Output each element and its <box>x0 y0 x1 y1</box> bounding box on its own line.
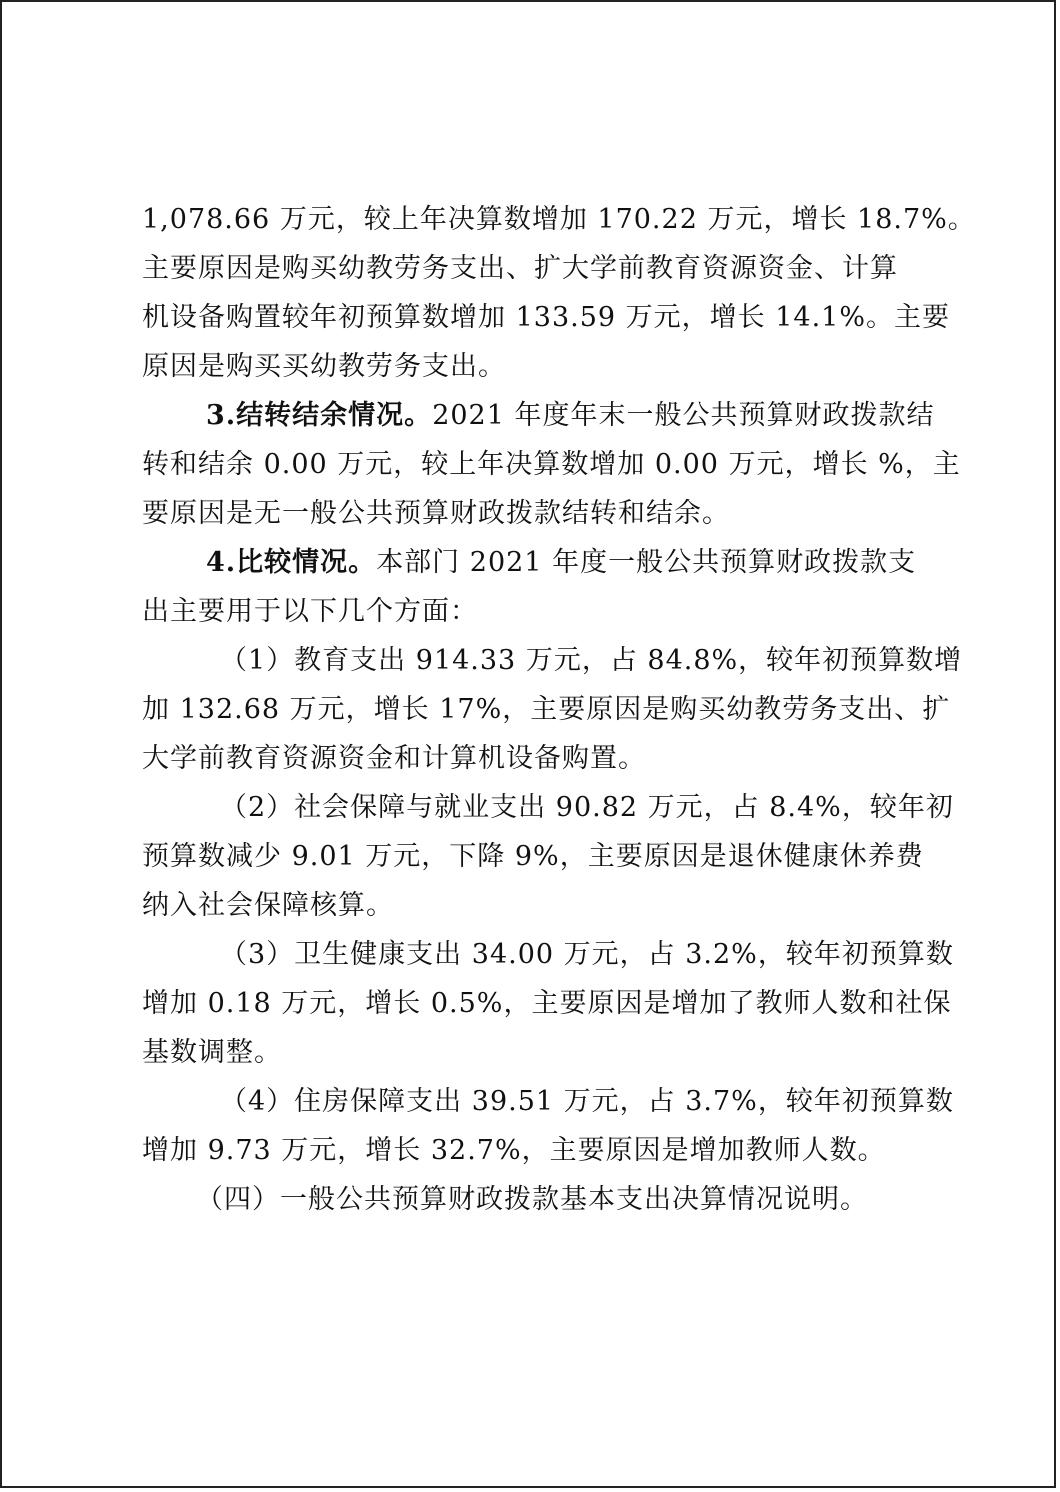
text-line: 增加 0.18 万元，增长 0.5%，主要原因是增加了教师人数和社保 <box>142 988 952 1019</box>
text-line: （1）教育支出 914.33 万元，占 84.8%，较年初预算数增 <box>220 645 963 676</box>
text-line: （3）卫生健康支出 34.00 万元，占 3.2%，较年初预算数 <box>220 939 954 970</box>
paragraph-basic-expenditure-heading <box>142 1175 932 1224</box>
paragraph-comparison <box>142 538 932 636</box>
text-line: 纳入社会保障核算。 <box>142 890 394 921</box>
text-line: 1,078.66 万元，较上年决算数增加 170.22 万元，增长 18.7%。 <box>142 204 976 235</box>
paragraph-carryover <box>142 391 961 538</box>
text-line: 增加 9.73 万元，增长 32.7%，主要原因是增加教师人数。 <box>142 1135 886 1166</box>
text-line: 机设备购置较年初预算数增加 133.59 万元，增长 14.1%。主要 <box>142 302 950 333</box>
text-line <box>142 538 932 587</box>
paragraph-housing <box>142 1077 954 1175</box>
text-run: 本部门 2021 年度一般公共预算财政拨款支 <box>376 547 917 578</box>
text-line: 大学前教育资源资金和计算机设备购置。 <box>142 743 646 774</box>
paragraph-social-security <box>142 783 954 930</box>
text-line: 基数调整。 <box>142 1037 282 1068</box>
text-line: 要原因是无一般公共预算财政拨款结转和结余。 <box>142 498 730 529</box>
text-line: 主要原因是购买幼教劳务支出、扩大学前教育资源资金、计算 <box>142 253 898 284</box>
text-run: 2021 年度年末一般公共预算财政拨款结 <box>432 400 935 431</box>
paragraph-health <box>142 930 954 1077</box>
section-heading-carryover: 3.结转结余情况。 <box>206 400 433 431</box>
section-heading-basic-expenditure: （四）一般公共预算财政拨款基本支出决算情况说明。 <box>196 1184 868 1215</box>
text-line: 转和结余 0.00 万元，较上年决算数增加 0.00 万元，增长 %，主 <box>142 449 961 480</box>
text-line <box>142 391 935 440</box>
document-body <box>142 195 976 1224</box>
text-line: 出主要用于以下几个方面： <box>142 596 478 627</box>
paragraph-expenditure-summary <box>142 195 976 391</box>
text-line: 原因是购买买幼教劳务支出。 <box>142 351 506 382</box>
paragraph-education <box>142 636 963 783</box>
text-line: （4）住房保障支出 39.51 万元，占 3.7%，较年初预算数 <box>220 1086 954 1117</box>
section-heading-comparison: 4.比较情况。 <box>206 547 377 578</box>
text-line: 加 132.68 万元，增长 17%，主要原因是购买幼教劳务支出、扩 <box>142 694 951 725</box>
text-line: （2）社会保障与就业支出 90.82 万元，占 8.4%，较年初 <box>220 792 954 823</box>
text-line: 预算数减少 9.01 万元，下降 9%，主要原因是退休健康休养费 <box>142 841 924 872</box>
